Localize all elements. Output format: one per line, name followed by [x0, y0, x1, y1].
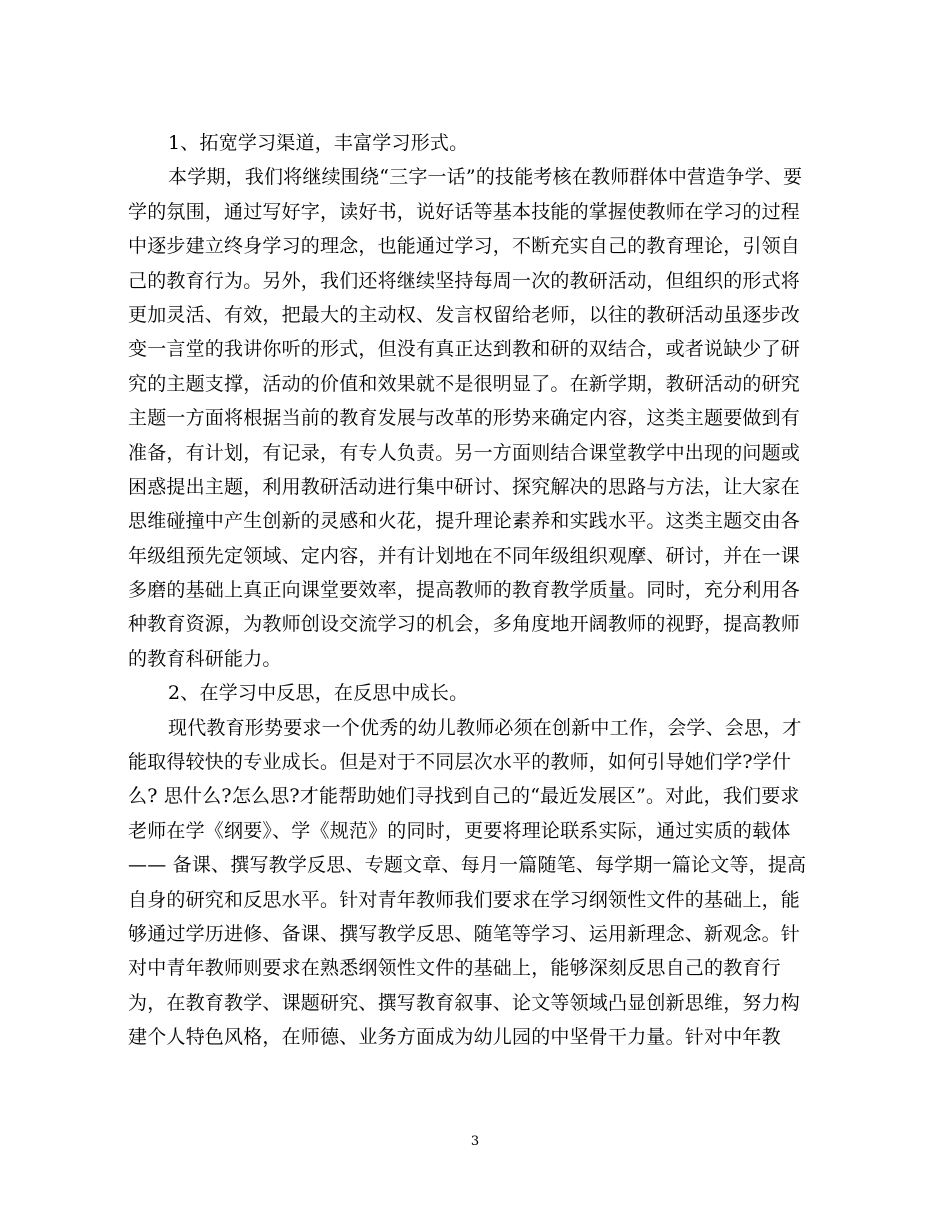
body-text	[128, 126, 816, 1055]
paragraph-line: 为，在教育教学、课题研究、撰写教育叙事、论文等领域凸显创新思维，努力构	[128, 991, 801, 1014]
paragraph-line: 变一言堂的我讲你听的形式，但没有真正达到教和研的双结合，或者说缺少了研	[128, 338, 801, 361]
paragraph-line: 准备，有计划，有记录，有专人负责。另一方面则结合课堂教学中出现的问题或	[128, 441, 801, 464]
section-heading: 1、拓宽学习渠道，丰富学习形式。	[168, 132, 469, 154]
paragraph-line: 老师在学《纲要》、学《规范》的同时，更要将理论联系实际，通过实质的载体	[128, 819, 791, 842]
paragraph-line: 主题一方面将根据当前的教育发展与改革的形势来确定内容，这类主题要做到有	[128, 407, 801, 430]
paragraph-line: 对中青年教师则要求在熟悉纲领性文件的基础上，能够深刻反思自己的教育行	[128, 957, 781, 980]
paragraph-line: 种教育资源，为教师创设交流学习的机会，多角度地开阔教师的视野，提高教师	[128, 613, 801, 636]
paragraph-line: 现代教育形势要求一个优秀的幼儿教师必须在创新中工作，会学、会思，才	[168, 716, 802, 739]
paragraph-line: 己的教育行为。另外，我们还将继续坚持每周一次的教研活动，但组织的形式将	[128, 269, 801, 292]
paragraph-line: 中逐步建立终身学习的理念，也能通过学习，不断充实自己的教育理论，引领自	[128, 235, 801, 258]
page-number: 3	[470, 1134, 480, 1149]
paragraph-line: 能取得较快的专业成长。但是对于不同层次水平的教师，如何引导她们学?学什	[128, 751, 792, 774]
paragraph-line: —— 备课、撰写教学反思、专题文章、每月一篇随笔、每学期一篇论文等，提高	[128, 854, 807, 877]
paragraph-line: 更加灵活、有效，把最大的主动权、发言权留给老师，以往的教研活动虽逐步改	[128, 303, 801, 326]
paragraph-line: 多磨的基础上真正向课堂要效率，提高教师的教育教学质量。同时，充分利用各	[128, 579, 801, 602]
paragraph-line: 学的氛围，通过写好字，读好书，说好话等基本技能的掌握使教师在学习的过程	[128, 200, 801, 223]
paragraph-line: 年级组预先定领域、定内容，并有计划地在不同年级组织观摩、研讨，并在一课	[128, 544, 801, 567]
paragraph-line: 自身的研究和反思水平。针对青年教师我们要求在学习纲领性文件的基础上，能	[128, 888, 801, 911]
paragraph-line: 究的主题支撑，活动的价值和效果就不是很明显了。在新学期，教研活动的研究	[128, 372, 801, 395]
paragraph-line: 么? 思什么?怎么思?才能帮助她们寻找到自己的“最近发展区”。对此，我们要求	[128, 785, 800, 808]
paragraph-line: 够通过学历进修、备课、撰写教学反思、随笔等学习、运用新理念、新观念。针	[128, 922, 801, 945]
section-heading: 2、在学习中反思，在反思中成长。	[168, 682, 469, 705]
paragraph-line: 本学期，我们将继续围绕“三字一话”的技能考核在教师群体中营造争学、要	[168, 166, 803, 189]
paragraph-line: 建个人特色风格，在师德、业务方面成为幼儿园的中坚骨干力量。针对中年教	[128, 1026, 781, 1049]
paragraph-line: 的教育科研能力。	[128, 647, 282, 670]
paragraph-line: 思维碰撞中产生创新的灵感和火花，提升理论素养和实践水平。这类主题交由各	[128, 510, 801, 533]
paragraph-line: 困惑提出主题，利用教研活动进行集中研讨、探究解决的思路与方法，让大家在	[128, 475, 801, 498]
